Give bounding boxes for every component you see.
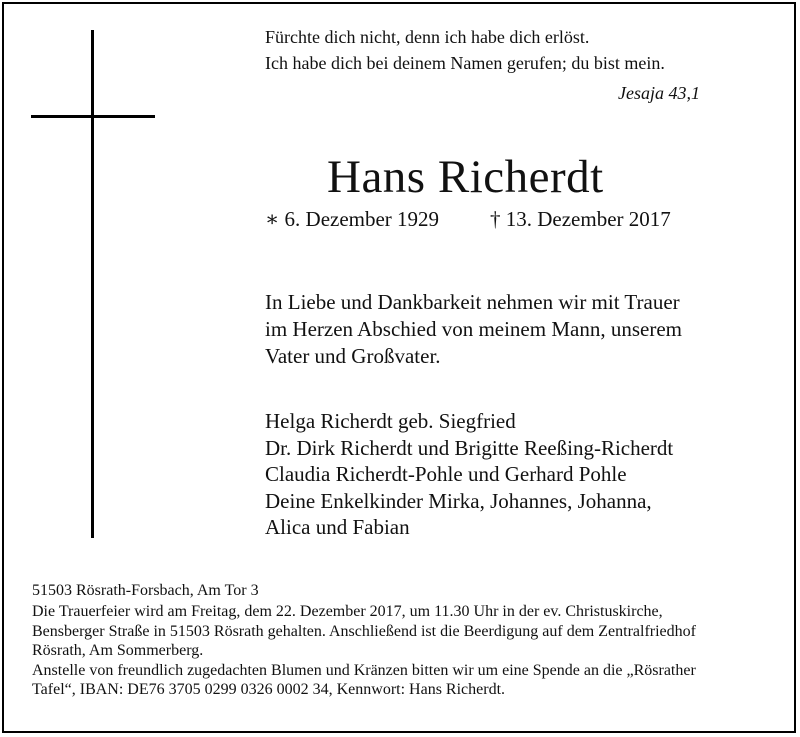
family-member: Alica und Fabian (265, 515, 410, 539)
notice-line: Bensberger Straße in 51503 Rösrath gehalten. Anschließend ist die Beerdigung auf dem Zentralfriedhof (32, 622, 696, 640)
bible-verse (265, 24, 665, 76)
family-member: Dr. Dirk Richerdt und Brigitte Reeßing-Richerdt (265, 435, 674, 460)
notice-line: Die Trauerfeier wird am Freitag, dem 22. Dezember 2017, um 11.30 Uhr in der ev. Christuskirche, (32, 603, 663, 620)
verse-line-2: Ich habe dich bei deinem Namen gerufen; du bist mein. (265, 53, 665, 73)
notice-line: Anstelle von freundlich zugedachten Blumen und Kränzen bitten wir um eine Spende an die „Rösrather (32, 661, 696, 679)
death-date: † 13. Dezember 2017 (490, 207, 671, 231)
notice-line: Rösrath, Am Sommerberg. (32, 642, 204, 660)
message-line: In Liebe und Dankbarkeit nehmen wir mit Trauer (265, 290, 680, 314)
cross-icon-vertical (91, 30, 94, 538)
life-dates (265, 205, 671, 233)
family-member: Helga Richerdt geb. Siegfried (265, 409, 516, 433)
family-member: Claudia Richerdt-Pohle und Gerhard Pohle (265, 462, 627, 486)
funeral-notice-text (32, 602, 799, 661)
birth-date: ∗ 6. Dezember 1929 (265, 207, 440, 231)
family-member: Deine Enkelkinder Mirka, Johannes, Johanna, (265, 488, 652, 513)
family-list (265, 408, 673, 541)
donation-notice-text (32, 661, 799, 700)
message-line: Vater und Großvater. (265, 344, 441, 368)
verse-reference: Jesaja 43,1 (618, 83, 700, 103)
funeral-notice (32, 602, 799, 700)
notice-line: Tafel“, IBAN: DE76 3705 0299 0326 0002 34, Kennwort: Hans Richerdt. (32, 681, 506, 699)
family-address: 51503 Rösrath-Forsbach, Am Tor 3 (32, 582, 259, 599)
deceased-name: Hans Richerdt (327, 151, 604, 203)
cross-icon-horizontal (31, 115, 155, 118)
message-line: im Herzen Abschied von meinem Mann, unserem (265, 317, 682, 341)
verse-line-1: Fürchte dich nicht, denn ich habe dich erlöst. (265, 27, 590, 47)
mourning-message (265, 289, 682, 370)
